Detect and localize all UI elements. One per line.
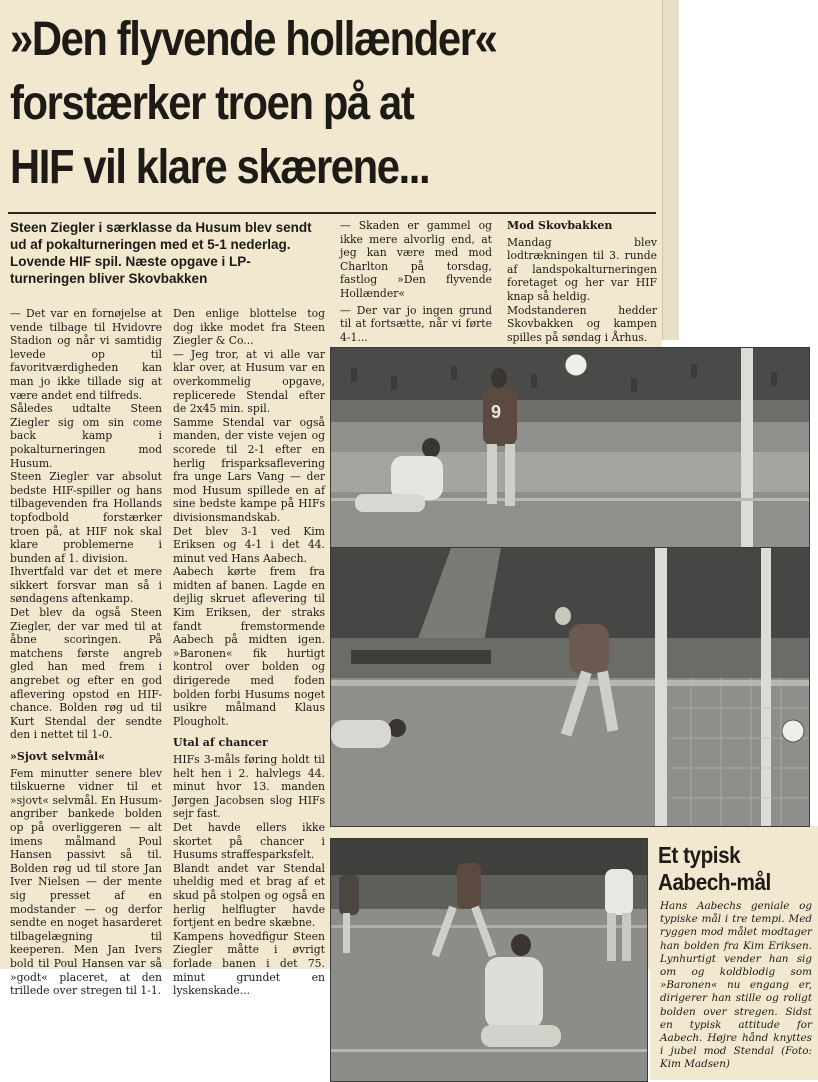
match-photo-1 — [330, 347, 810, 549]
headline-line-2: forstærker troen på at — [10, 77, 414, 130]
col2-para-3: Samme Stendal var også manden, der viste vejen og scorede til 2-1 efter en herlig frisparksaflevering fra unge Lars Vang — der mod Husum spillede en af sine bedste kampe på HIFs divisionsmandskab. — [173, 415, 325, 524]
col1-para-2: Således udtalte Steen Ziegler sig om sin come back kamp i pokalturneringen mod Husum. — [10, 402, 162, 470]
article-column-2 — [173, 307, 325, 998]
col2-para-8: Blandt andet var Stendal uheldig med et brag af et skud på stolpen og også en herlig helflugter havde fortjent en bedre skæbne. — [173, 861, 325, 930]
adjacent-clipping-edge — [662, 0, 679, 340]
col1-para-4: Ihvertfald var det et mere sikkert forsvar man så i søndagens aftenkamp. — [10, 565, 162, 606]
col2-para-5: Aabech kørte frem fra midten af banen. Lagde en dejlig skruet aflevering til Kim Eriksen, der straks fandt fremstormende Aabech på midten igen. »Baronen« fik hurtigt kontrol over bolden og dirigerede med foden bolden forbi Husums noget usikre målmand Klaus Plougholt. — [173, 565, 325, 728]
col2-para-2: — Jeg tror, at vi alle var klar over, at Husum var en overkommelig opgave, replicerede Stendal efter de 2x45 min. spil. — [173, 347, 325, 416]
photo-sidebar-title — [658, 842, 771, 896]
col2-para-1: Den enlige blottelse tog dog ikke modet fra Steen Ziegler & Co... — [173, 307, 325, 348]
match-photo-3 — [330, 838, 648, 1082]
col3-para-2: — Der var jo ingen grund til at fortsætte, når vi førte 4-1... — [340, 303, 492, 344]
col3-para-1: — Skaden er gammel og ikke mere alvorlig end, at jeg kan være med mod Charlton på torsdag, fastlog »Den flyvende Hollænder« — [340, 219, 492, 300]
col1-para-5: Det blev da også Steen Ziegler, der var med til at åbne scoringen. På matchens første angreb gled han med frem i angrebet og efter en god aflevering opstod en HIF-chance. Bolden røg ud til Kurt Stendal der sendte den i nettet til 1-0. — [10, 606, 162, 742]
headline-rule — [8, 212, 656, 214]
col2-para-4: Det blev 3-1 ved Kim Eriksen og 4-1 i det 44. minut ved Hans Aabech. — [173, 524, 325, 565]
article-column-3 — [340, 219, 492, 344]
article-column-1 — [10, 307, 162, 998]
col4-subhead: Mod Skovbakken — [507, 219, 613, 232]
photo-sidebar-title-line-2: Aabech-mål — [658, 869, 771, 895]
match-photo-2 — [330, 547, 810, 827]
col1-subhead: »Sjovt selvmål« — [10, 750, 106, 763]
col2-para-6: HIFs 3-måls føring holdt til helt hen i 2. halvlegs 44. minut hvor 13. manden Jørgen Jacobsen slog HIFs sejr fast. — [173, 753, 325, 821]
col2-para-7: Det havde ellers ikke skortet på chancer i Husums straffesparksfelt. — [173, 820, 325, 862]
headline — [10, 8, 660, 200]
col1-para-1: — Det var en fornøjelse at vende tilbage til Hvidovre Stadion og når vi samtidig levede op til favoritværdigheden kan man jo ikke tillade sig at være andet end tilfreds. — [10, 307, 162, 402]
headline-line-3: HIF vil klare skærene... — [10, 141, 430, 194]
col4-para-1: Mandag blev lodtrækningen til 3. runde af landspokalturneringen foretaget og her var HIF knap så heldig. — [507, 235, 657, 303]
article-column-4 — [507, 219, 657, 359]
shirt-number: 9 — [491, 402, 502, 422]
lede-paragraph: Steen Ziegler i særklasse da Husum blev sendt ud af pokalturneringen med et 5-1 nederlag. Lovende HIF spil. Næste opgave i LP-turneringen bliver Skovbakken — [10, 220, 312, 286]
col1-para-3: Steen Ziegler var absolut bedste HIF-spiller og hans tilbagevenden fra Hollands topfodbold forstærker troen på, at HIF nok skal klare problemerne i bunden af 1. division. — [10, 470, 162, 565]
col2-para-9: Kampens hovedfigur Steen Ziegler måtte i øvrigt forlade banen i det 75. minut grundet en lyskenskade... — [173, 929, 325, 998]
photo-caption: Hans Aabechs geniale og typiske mål i tre tempi. Med ryggen mod målet modtager han bolden fra Kim Eriksen. Lynhurtigt vender han sig om og koldblodig som »Baronen« nu engang er, dirigerer han stille og roligt bolden over stregen. Sidst en typisk attitude for Aabech. Højre hånd knyttes i jubel mod Stendal (Foto: Kim Madsen) — [660, 900, 812, 1071]
photo-sidebar-title-line-1: Et typisk — [658, 842, 741, 868]
headline-line-1: »Den flyvende hollænder« — [10, 13, 497, 66]
col4-para-2: Modstanderen hedder Skovbakken og kampen spilles på søndag i Århus. — [507, 303, 657, 344]
col1-para-6: Fem minutter senere blev tilskuerne vidner til et »sjovt« selvmål. En Husum-angriber bankede bolden op på overliggeren — alt imens målmand Poul Hansen passivt så til. Bolden røg ud til store Jan Iver Nielsen — der mente sig presset af en modstander — og derfor sendte en noget hasarderet tilbagelægning til keeperen. Men Jan Ivers bold til Poul Hansen var så »godt« placeret, at den trillede over stregen til 1-1. — [10, 766, 162, 998]
col2-subhead: Utal af chancer — [173, 736, 268, 750]
